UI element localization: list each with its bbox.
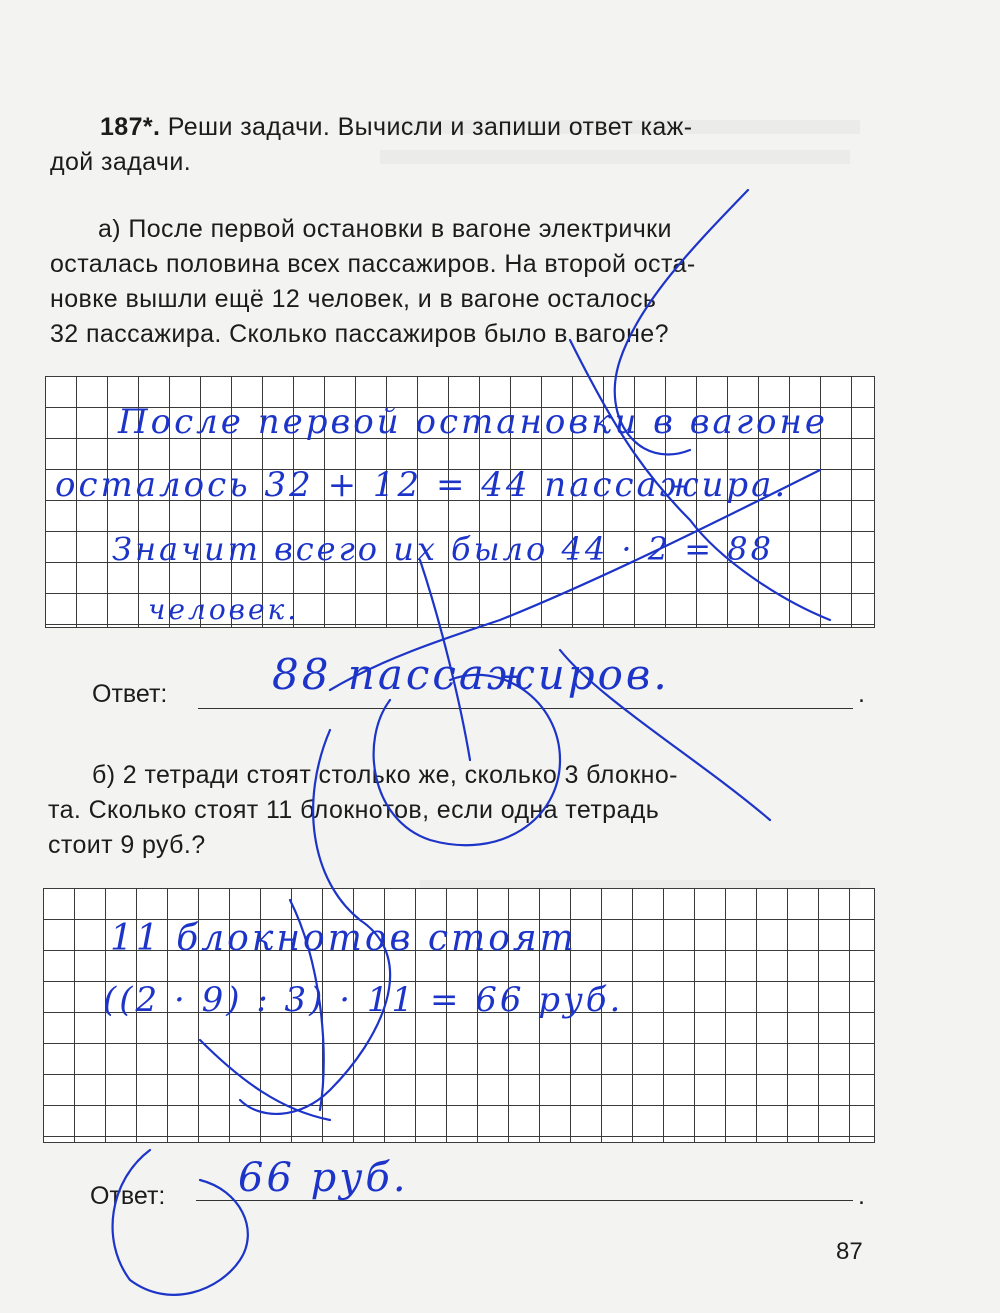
problem-a-line3: новке вышли ещё 12 человек, и в вагоне осталось: [50, 285, 657, 313]
problem-b-answer-label: Ответ:: [90, 1182, 166, 1210]
problem-a-handwriting-line3: Значит всего их было 44 · 2 = 88: [112, 530, 774, 568]
problem-a-answer-end: .: [858, 680, 865, 708]
problem-b-line1: б) 2 тетради стоят столько же, сколько 3 блокно-: [92, 761, 678, 789]
problem-b-line3: стоит 9 руб.?: [48, 831, 206, 859]
problem-b-answer-end: .: [858, 1182, 865, 1210]
problem-b-answer-handwritten: 66 руб.: [238, 1155, 409, 1201]
task-header: [100, 110, 692, 144]
problem-a-handwriting-line4: человек.: [148, 593, 300, 626]
task-number: 187*.: [100, 113, 161, 141]
problem-b-handwriting-line2: ((2 · 9) : 3) · 11 = 66 руб.: [103, 980, 624, 1020]
problem-a-answer-label: Ответ:: [92, 680, 168, 708]
problem-b-line2: та. Сколько стоят 11 блокнотов, если одна тетрадь: [48, 796, 660, 824]
problem-a-line4: 32 пассажира. Сколько пассажиров было в вагоне?: [50, 320, 669, 348]
problem-a-answer-line: [198, 708, 853, 709]
task-instruction-line1: Реши задачи. Вычисли и запиши ответ каж-: [167, 113, 693, 141]
problem-a-line2: осталась половина всех пассажиров. На второй оста-: [50, 250, 696, 278]
scribble-loop-bottom: [113, 1150, 248, 1295]
problem-b-handwriting-line1: 11 блокнотов стоят: [110, 918, 577, 959]
problem-a-handwriting-line1: После первой остановки в вагоне: [118, 402, 828, 442]
problem-a-handwriting-line2: осталось 32 + 12 = 44 пассажира.: [55, 465, 789, 505]
problem-a-line1: а) После первой остановки в вагоне электрички: [98, 215, 672, 243]
problem-a-answer-handwritten: 88 пассажиров.: [272, 650, 670, 699]
page-number: 87: [836, 1238, 863, 1265]
task-instruction-line2: дой задачи.: [50, 148, 192, 176]
